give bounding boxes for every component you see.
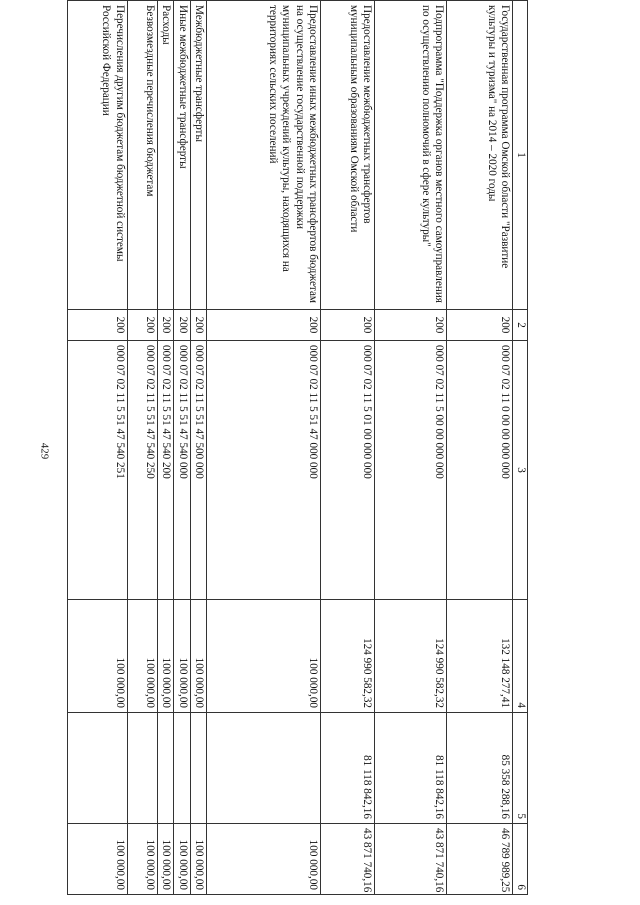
row-value-5: 81 118 842,16 (321, 713, 375, 824)
row-value-4: 124 990 582,32 (375, 600, 447, 713)
table-header-row (513, 1, 528, 895)
row-code: 000 07 02 11 5 51 47 000 000 (207, 341, 321, 600)
row-value-5 (158, 713, 175, 824)
page-number: 429 (38, 442, 51, 460)
row-value-5: 85 358 288,16 (447, 713, 513, 824)
row-col2: 200 (321, 310, 375, 341)
row-value-5 (207, 713, 321, 824)
row-name: Предоставление межбюджетных трансфертов муниципальным образованиям Омской области (321, 1, 375, 310)
table-row (207, 1, 321, 895)
row-value-6: 100 000,00 (191, 824, 208, 895)
row-value-6: 100 000,00 (158, 824, 175, 895)
row-value-6: 43 871 740,16 (375, 824, 447, 895)
row-value-4: 100 000,00 (174, 600, 191, 713)
row-col2: 200 (191, 310, 208, 341)
row-value-5: 81 118 842,16 (375, 713, 447, 824)
row-value-4: 124 990 582,32 (321, 600, 375, 713)
row-value-6: 100 000,00 (174, 824, 191, 895)
table-row (158, 1, 175, 895)
row-value-4: 100 000,00 (207, 600, 321, 713)
row-code: 000 07 02 11 5 51 47 540 250 (128, 341, 158, 600)
row-code: 000 07 02 11 5 51 47 540 200 (158, 341, 175, 600)
header-col-5: 5 (513, 713, 528, 824)
table-row (174, 1, 191, 895)
row-name: Иные межбюджетные трансферты (174, 1, 191, 310)
table-row (321, 1, 375, 895)
row-code: 000 07 02 11 5 51 47 540 251 (68, 341, 128, 600)
row-col2: 200 (375, 310, 447, 341)
header-col-2: 2 (513, 310, 528, 341)
row-col2: 200 (447, 310, 513, 341)
rotated-table-container (70, 0, 528, 893)
table-row (375, 1, 447, 895)
row-col2: 200 (68, 310, 128, 341)
row-name: Расходы (158, 1, 175, 310)
table-row (447, 1, 513, 895)
row-col2: 200 (207, 310, 321, 341)
row-code: 000 07 02 11 5 51 47 500 000 (191, 341, 208, 600)
row-code: 000 07 02 11 5 51 47 540 000 (174, 341, 191, 600)
table-row (68, 1, 128, 895)
row-value-5 (191, 713, 208, 824)
row-name: Безвозмездные перечисления бюджетам (128, 1, 158, 310)
table-row (128, 1, 158, 895)
row-name: Предоставление иных межбюджетных трансфертов бюджетам на осуществление государственной поддержки муниципальных учреждений культуры, находящихся на территориях сельских поселений (207, 1, 321, 310)
row-col2: 200 (174, 310, 191, 341)
row-name: Государственная программа Омской области "Развитие культуры и туризма" на 2014 – 2020 годы (447, 1, 513, 310)
row-name: Подпрограмма "Поддержка органов местного самоуправления по осуществлению полномочий в сфере культуры" (375, 1, 447, 310)
row-value-6: 100 000,00 (207, 824, 321, 895)
row-value-6: 100 000,00 (128, 824, 158, 895)
table-row (191, 1, 208, 895)
budget-table (67, 0, 528, 895)
row-value-5 (174, 713, 191, 824)
row-value-4: 132 148 277,41 (447, 600, 513, 713)
row-name: Перечисления другим бюджетам бюджетной системы Российской Федерации (68, 1, 128, 310)
header-col-4: 4 (513, 600, 528, 713)
row-name: Межбюджетные трансферты (191, 1, 208, 310)
row-value-6: 43 871 740,16 (321, 824, 375, 895)
row-code: 000 07 02 11 5 01 00 000 000 (321, 341, 375, 600)
row-code: 000 07 02 11 0 00 00 000 000 (447, 341, 513, 600)
row-col2: 200 (158, 310, 175, 341)
header-col-1: 1 (513, 1, 528, 310)
row-value-4: 100 000,00 (128, 600, 158, 713)
row-value-6: 46 789 989,25 (447, 824, 513, 895)
row-col2: 200 (128, 310, 158, 341)
row-value-6: 100 000,00 (68, 824, 128, 895)
row-value-4: 100 000,00 (158, 600, 175, 713)
row-code: 000 07 02 11 5 00 00 000 000 (375, 341, 447, 600)
header-col-6: 6 (513, 824, 528, 895)
row-value-4: 100 000,00 (191, 600, 208, 713)
header-col-3: 3 (513, 341, 528, 600)
row-value-5 (68, 713, 128, 824)
row-value-5 (128, 713, 158, 824)
row-value-4: 100 000,00 (68, 600, 128, 713)
